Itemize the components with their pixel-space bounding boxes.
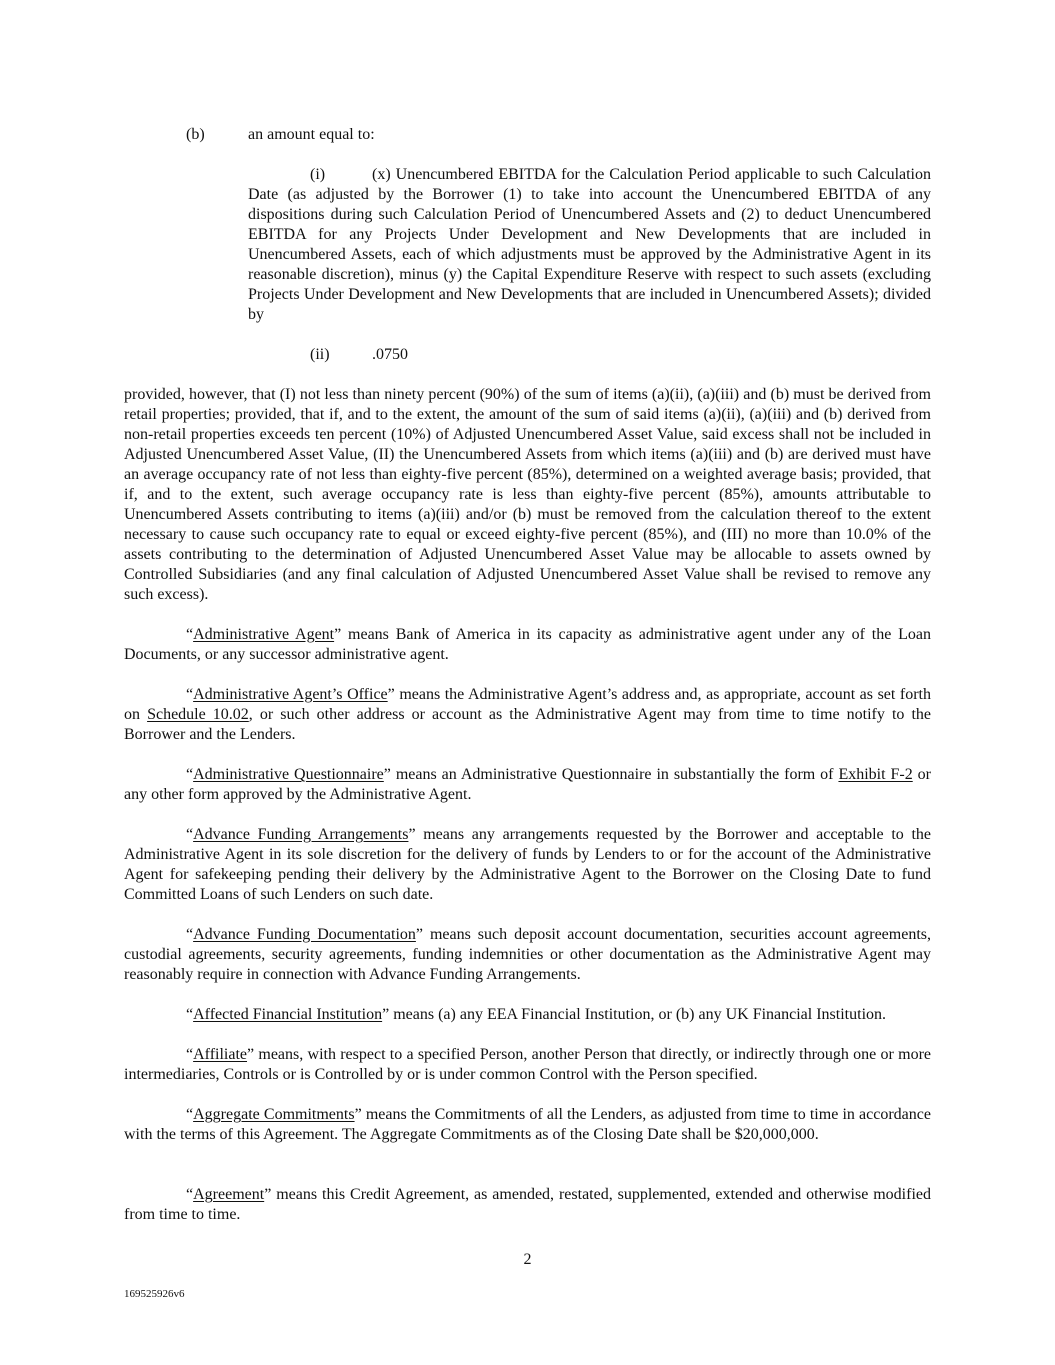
definition-aggregate-commitments [124, 1105, 931, 1145]
definition-text: means an Administrative Questionnaire in substantially the form of [390, 766, 839, 783]
defined-term: Advance Funding Arrangements [193, 826, 409, 843]
definition-text: means such deposit account documentation, securities account agreements, custodial agreements, security agreements, funding indemnities or other documentation as the Administrative Agent may reasonably require in connection with Advance Funding Arrangements. [124, 926, 932, 983]
item-b-i-marker: (i) [310, 166, 326, 183]
item-b-i-text: (x) Unencumbered EBITDA for the Calculation Period applicable to such Calculation Date (as adjusted by the Borrower (1) to take into account the Unencumbered EBITDA of any dispositions during such Calculation Period of Unencumbered Assets and (2) to deduct Unencumbered EBITDA for any Projects Under Development and New Developments that are included in Unencumbered Assets, each of which adjustments must be approved by the Administrative Agent in its reasonable discretion), minus (y) the Capital Expenditure Reserve with respect to such assets (excluding Projects Under Development and New Developments that are included in Unencumbered Assets); divided by [248, 166, 931, 323]
definition-text: or any other form approved by the Administrative Agent. [124, 766, 932, 803]
defined-term: Affiliate [193, 1046, 248, 1063]
quote-open: “ [186, 1046, 194, 1063]
defined-term: Administrative Agent’s Office [193, 686, 388, 703]
quote-open: “ [186, 826, 194, 843]
definition-advance-funding-arrangements [124, 825, 931, 905]
quote-open: “ [186, 686, 194, 703]
quote-close: ” [387, 686, 395, 703]
defined-term: Administrative Agent [193, 626, 335, 643]
document-id: 169525926v6 [124, 1288, 185, 1300]
definition-text: means Bank of America in its capacity as administrative agent under any of the Loan Documents, or any successor administrative agent. [124, 626, 931, 663]
definition-text: means any arrangements requested by the Borrower and acceptable to the Administrative Agent in its sole discretion for the delivery of funds by Lenders to or for the account of the Administrative Agent for safekeeping pending their delivery by the Administrative Agent to the Borrower on the Closing Date to fund Committed Loans of such Lenders on such date. [124, 826, 931, 903]
definition-text: means the Commitments of all the Lenders, as adjusted from time to time in accordance with the terms of this Agreement. The Aggregate Commitments as of the Closing Date shall be $20,000,000. [124, 1106, 931, 1143]
quote-close: ” [334, 626, 342, 643]
schedule-reference: Schedule 10.02 [147, 706, 249, 723]
definition-text: , or such other address or account as the Administrative Agent may from time to time notify to the Borrower and the Lenders. [124, 706, 932, 743]
quote-close: ” [408, 826, 416, 843]
item-b-ii-marker: (ii) [310, 346, 330, 363]
definition-text: means the Administrative Agent’s address and, as appropriate, account as set forth on [124, 686, 931, 723]
quote-open: “ [186, 926, 194, 943]
page-number: 2 [523, 1251, 532, 1268]
definition-advance-funding-documentation [124, 925, 931, 985]
quote-open: “ [186, 766, 194, 783]
quote-close: ” [382, 1006, 390, 1023]
item-b-marker: (b) [186, 126, 205, 143]
definition-text: means this Credit Agreement, as amended, restated, supplemented, extended and otherwise modified from time to time. [124, 1186, 931, 1223]
quote-open: “ [186, 1186, 194, 1203]
definition-agreement [124, 1185, 931, 1225]
defined-term: Advance Funding Documentation [193, 926, 416, 943]
defined-term: Affected Financial Institution [193, 1006, 383, 1023]
proviso-paragraph: provided, however, that (I) not less than ninety percent (90%) of the sum of items (a)(ii), (a)(iii) and (b) must be derived from retail properties; provided, that if, and to the extent, the amount of the sum of said items (a)(ii), (a)(iii) and (b) derived from non-retail properties exceeds ten percent (10%) of Adjusted Unencumbered Asset Value, said excess shall not be included in Adjusted Unencumbered Asset Value, (II) the Unencumbered Assets from which items (a)(iii) and (b) are derived must have an average occupancy rate of not less than eighty-five percent (85%), determined on a weighted average basis; provided, that if, and to the extent, such average occupancy rate is less than eighty-five percent (85%), amounts attributable to Unencumbered Assets contributing to items (a)(iii) and/or (b) must be removed from the calculation thereof to the extent necessary to cause such occupancy rate to equal or exceed eighty-five percent (85%), and (III) no more than 10.0% of the assets contributing to the determination of Adjusted Unencumbered Asset Value may be allocable to assets owned by Controlled Subsidiaries (and any final calculation of Adjusted Unencumbered Asset Value shall be revised to remove any such excess). [124, 386, 931, 603]
item-b-i-paragraph [248, 165, 931, 325]
exhibit-reference: Exhibit F-2 [838, 766, 913, 783]
quote-open: “ [186, 626, 194, 643]
definition-affected-financial-institution [124, 1005, 931, 1025]
quote-close: ” [415, 926, 423, 943]
defined-term: Aggregate Commitments [193, 1106, 355, 1123]
item-b-text: an amount equal to: [248, 126, 375, 143]
quote-close: ” [354, 1106, 362, 1123]
definition-text: means, with respect to a specified Person, another Person that directly, or indirectly through one or more intermediaries, Controls or is Controlled by or is under common Control with the Person specified. [124, 1046, 931, 1083]
quote-open: “ [186, 1006, 194, 1023]
definition-administrative-agents-office [124, 685, 931, 745]
item-b-ii-paragraph [248, 345, 931, 365]
item-b-ii-text: .0750 [372, 346, 408, 363]
quote-close: ” [264, 1186, 272, 1203]
definition-administrative-questionnaire [124, 765, 931, 805]
quote-close: ” [247, 1046, 255, 1063]
definition-administrative-agent [124, 625, 931, 665]
definition-affiliate [124, 1045, 931, 1085]
defined-term: Agreement [193, 1186, 265, 1203]
defined-term: Administrative Questionnaire [193, 766, 384, 783]
quote-close: ” [383, 766, 391, 783]
definition-text: means (a) any EEA Financial Institution, or (b) any UK Financial Institution. [389, 1006, 887, 1023]
quote-open: “ [186, 1106, 194, 1123]
